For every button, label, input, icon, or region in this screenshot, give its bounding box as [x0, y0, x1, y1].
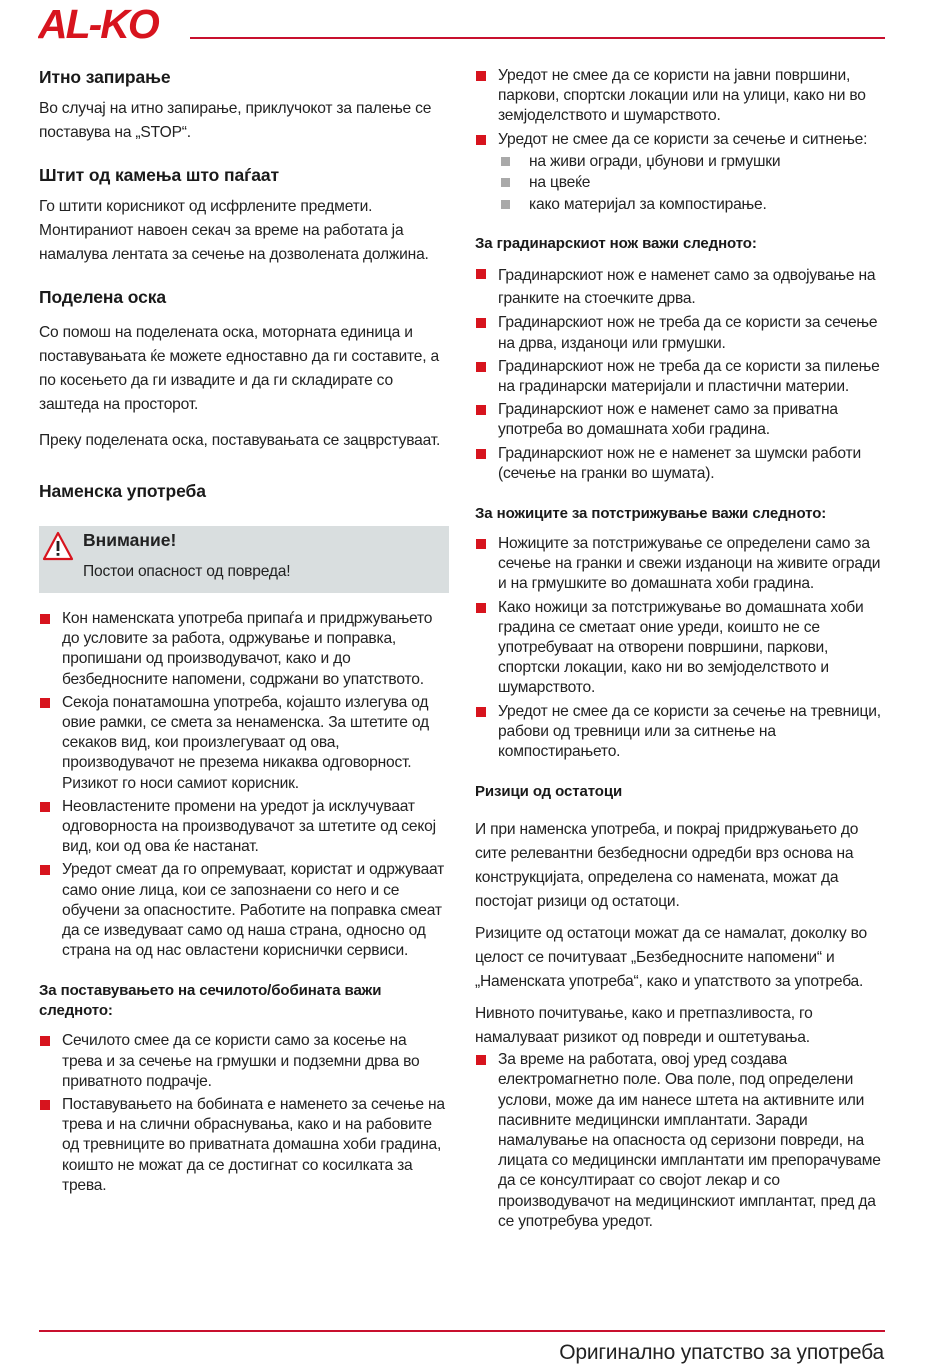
list-item: Градинарскиот нож не треба да се користи за пилење на градинарски материјали и пластични материи. [475, 357, 887, 397]
paragraph: Преку поделената оска, поставувањата се зацврстуваат. [39, 432, 441, 449]
footer-title: Оригинално упатство за употреба [559, 1341, 884, 1364]
list-item: Неовластените промени на уредот ја исклучуваат одговорноста на производувачот за штетите од секој вид, кои од ова ќе настанат. [39, 797, 449, 858]
list-item: Градинарскиот нож е наменет само за приватна употреба во домашната хоби градина. [475, 400, 887, 440]
warning-triangle-icon [42, 531, 74, 561]
heading-garden-knife: За градинарскиот нож важи следното: [475, 235, 757, 253]
sub-list [475, 151, 887, 216]
emf-warning-list [475, 1050, 887, 1232]
sub-list-item: на живи огради, џбунови и грмушки [500, 151, 887, 173]
list-item: Уредот не смее да се користи за сечење на тревници, рабови од тревници или за ситнење на компостирањето. [475, 702, 887, 763]
heading-split-shaft: Поделена оска [39, 287, 167, 307]
blade-spool-list [39, 1031, 449, 1196]
list-item: Градинарскиот нож не треба да се користи за сечење на дрва, изданоци или грмушки. [475, 313, 887, 353]
right-column [475, 66, 887, 1235]
warning-text: Постои опасност од повреда! [83, 563, 291, 580]
heading-residual-risks: Ризици од остатоци [475, 783, 623, 801]
al-ko-logo [38, 2, 183, 44]
list-item: Уредот не смее да се користи на јавни површини, паркови, спортски локации или на улици, како ни во земјоделството и шумарството. [475, 66, 887, 127]
list-item: Поставувањето на бобината е наменето за сечење на трева и на слични обраснувања, како и на рабовите од тревниците во приватната домашна хоби градина, коишто не можат да се достигнат со косилката за трева. [39, 1095, 449, 1196]
footer-rule [39, 1330, 885, 1332]
list-item: Сечилото смее да се користи само за косење на трева и за сечење на грмушки и подземни дрва во приватното подрачје. [39, 1031, 449, 1092]
warning-title: Внимание! [83, 530, 177, 550]
heading-hedge-trimmer: За ножиците за потстрижување важи следното: [475, 504, 827, 522]
list-item: Ножиците за потстрижување се определени само за сечење на гранки и свежи изданоци на живите огради и на грмушките во домашната хоби градина. [475, 534, 887, 595]
heading-intended-use: Наменска употреба [39, 481, 206, 501]
paragraph: И при наменска употреба, и покрај придржувањето до сите релевантни безбедносни одредби врз основа на конструкцијата, определена со намената, можат да постојат ризици од остатоци. [475, 821, 859, 911]
svg-text:AL-KO: AL-KO [38, 2, 158, 44]
heading-stone-guard: Штит од камења што паѓаат [39, 165, 280, 185]
heading-emergency-stop: Итно запирање [39, 67, 171, 87]
hedge-trimmer-list [475, 534, 887, 762]
list-item: Градинарскиот нож не е наменет за шумски работи (сечење на гранки во шумата). [475, 444, 887, 484]
list-item: За време на работата, овој уред создава електромагнетно поле. Ова поле, под определени услови, може да им нанесе штета на активните или пасивните медицински имплантати. Заради намалување на опасноста од серизони повреди, на лицата со медицински имплантати им препорачуваме да се консултираат со својот лекар и со производувачот на медицинскиот имплантат, пред да се употребува уредот. [475, 1050, 887, 1232]
list-item: Уредот не смее да се користи за сечење и ситнење: [475, 130, 887, 150]
garden-knife-list [475, 264, 887, 484]
list-item: Секоја понатамошна употреба, којашто излегува од овие рамки, се смета за ненаменска. За штетите од секаков вид, кои произлегуваат од ова, производувачот не презема никаква одговорност. Ризикот го носи самиот корисник. [39, 693, 449, 794]
paragraph: Ризиците од остатоци можат да се намалат, доколку во целост се почитуваат „Безбедносните напомени“ и „Наменската употреба“, како и упатството за употреба. [475, 925, 867, 991]
header-rule [190, 37, 885, 39]
paragraph: Со помош на поделената оска, моторната единица и поставувањата ќе можете едноставно да ги составите, а по косењето да ги извадите и да ги складирате со заштеда на просторот. [39, 324, 439, 413]
left-column [39, 66, 449, 1199]
list-item: Кон наменската употреба припаѓа и придржувањето до условите за работа, одржување и поправка, пропишани од производувачот, како и до безбедносните напомени, содржани во упатството. [39, 609, 449, 690]
sub-list-item: на цвеќе [500, 172, 887, 194]
list-item: Градинарскиот нож е наменет само за одвојување на гранките на стоечките дрва. [475, 264, 887, 310]
paragraph: Го штити корисникот од исфрлените предмети. Монтираниот навоен секач за време на работата ја намалува лентата за сечење на дозволената должина. [39, 198, 429, 263]
list-item: Како ножици за потстрижување во домашната хоби градина се сметаат оние уреди, коишто не се употребуваат на отворени површини, паркови, спортски локации, како ни во земјоделството и шумарството. [475, 598, 887, 699]
list-item: Уредот смеат да го опремуваат, користат и одржуваат само оние лица, кои се запознаени со него и се обучени за опасностите. Работите на поправка смеат да се изведуваат само од наша страна, односно од страна на од нас овластени кориснички сервиси. [39, 860, 449, 961]
sub-list-item: како материјал за компостирање. [500, 194, 887, 216]
warning-box [39, 526, 449, 593]
paragraph: Нивното почитување, како и претпазливоста, го намалуваат ризикот од повреди и оштетувања. [475, 1005, 813, 1047]
intended-use-list [39, 609, 449, 961]
usage-restrictions-list [475, 66, 887, 150]
heading-blade-spool: За поставувањето на сечилото/бобината важи следното: [39, 982, 382, 1020]
paragraph: Во случај на итно запирање, приклучокот за палење се поставува на „STOP“. [39, 100, 432, 141]
